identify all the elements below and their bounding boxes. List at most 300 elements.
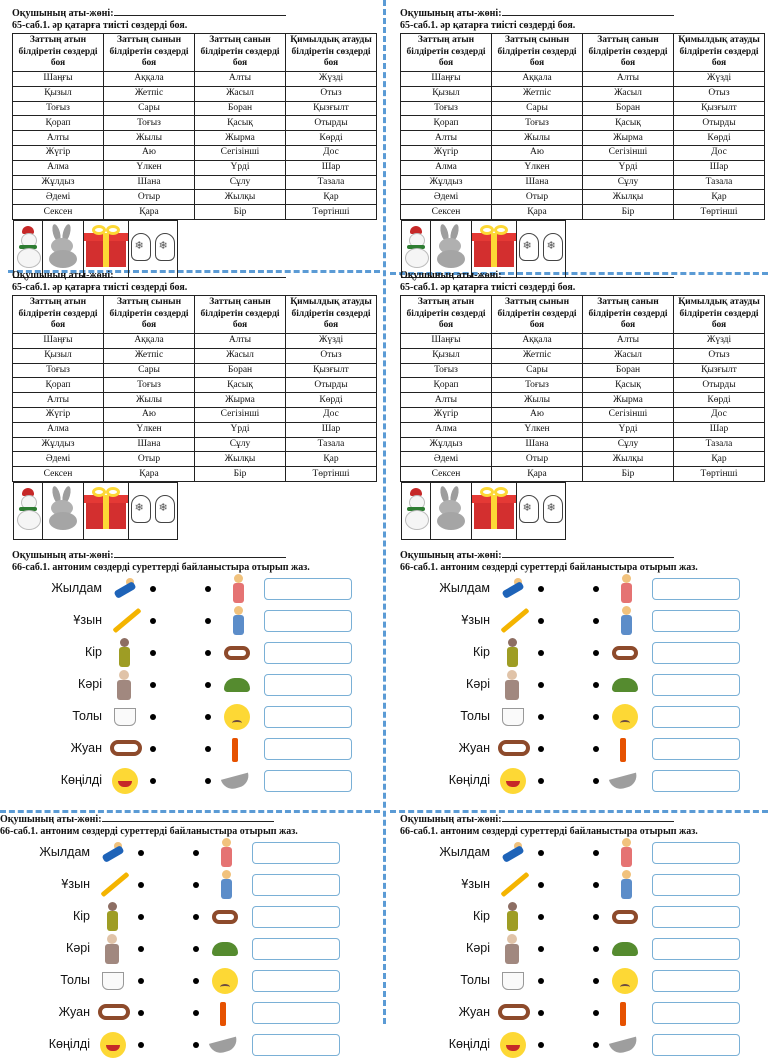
- answer-box[interactable]: [652, 842, 740, 864]
- word-cell[interactable]: Сексен: [13, 467, 104, 482]
- antonym-word: Көңілді: [60, 773, 102, 787]
- word-cell[interactable]: Дос: [286, 407, 377, 422]
- word-cell[interactable]: Аққала: [492, 72, 583, 87]
- word-cell[interactable]: Сексен: [13, 205, 104, 220]
- word-cell[interactable]: Жүгір: [13, 145, 104, 160]
- word-cell[interactable]: Тазала: [674, 175, 765, 190]
- word-cell[interactable]: Аққала: [104, 72, 195, 87]
- word-cell[interactable]: Әдемі: [401, 190, 492, 205]
- word-cell[interactable]: Аю: [104, 407, 195, 422]
- word-cell[interactable]: Сегізінші: [583, 407, 674, 422]
- word-cell[interactable]: Сары: [104, 363, 195, 378]
- word-cell[interactable]: Тазала: [674, 437, 765, 452]
- word-cell[interactable]: Қасық: [195, 116, 286, 131]
- word-cell[interactable]: Боран: [583, 363, 674, 378]
- word-cell[interactable]: Боран: [195, 363, 286, 378]
- column-header: Заттың сынын білдіретін сөздерді боя: [492, 296, 583, 334]
- word-cell[interactable]: Алты: [583, 72, 674, 87]
- connect-dot-right[interactable]: [193, 882, 199, 888]
- word-cell[interactable]: Отыр: [104, 452, 195, 467]
- word-cell[interactable]: Әдемі: [13, 452, 104, 467]
- word-cell[interactable]: Жетпіс: [492, 86, 583, 101]
- word-cell[interactable]: Сұлу: [583, 175, 674, 190]
- left-picture: [494, 1030, 532, 1060]
- word-cell[interactable]: Сары: [104, 101, 195, 116]
- word-cell[interactable]: Сары: [492, 363, 583, 378]
- answer-box[interactable]: [264, 738, 352, 760]
- answer-box[interactable]: [652, 738, 740, 760]
- word-cell[interactable]: Төртінші: [674, 467, 765, 482]
- right-picture: [608, 870, 640, 900]
- word-cell[interactable]: Жұлдыз: [13, 437, 104, 452]
- name-blank[interactable]: [502, 268, 674, 278]
- tall-boy-icon: [218, 870, 234, 900]
- table-row: [401, 422, 765, 437]
- belt-icon: [224, 646, 250, 660]
- word-cell[interactable]: Шар: [674, 422, 765, 437]
- word-cell[interactable]: Сексен: [401, 467, 492, 482]
- table-row: [13, 116, 377, 131]
- word-cell[interactable]: Отыз: [286, 86, 377, 101]
- answer-box[interactable]: [264, 610, 352, 632]
- connect-dot-left[interactable]: [138, 914, 144, 920]
- connect-dot-right[interactable]: [593, 882, 599, 888]
- right-picture: [608, 702, 640, 732]
- column-header: Заттың сынын білдіретін сөздерді боя: [492, 34, 583, 72]
- word-cell[interactable]: Сегізінші: [195, 407, 286, 422]
- connect-dot-left[interactable]: [538, 946, 544, 952]
- word-cell[interactable]: Сұлу: [583, 437, 674, 452]
- name-blank[interactable]: [502, 6, 674, 16]
- connect-dot-left[interactable]: [150, 650, 156, 656]
- word-cell[interactable]: Отырды: [286, 116, 377, 131]
- word-cell[interactable]: Қар: [674, 190, 765, 205]
- connect-dot-left[interactable]: [138, 1010, 144, 1016]
- word-cell[interactable]: Алты: [195, 72, 286, 87]
- antonym-word: Кәрі: [78, 677, 102, 691]
- word-cell[interactable]: Жасыл: [195, 86, 286, 101]
- word-cell[interactable]: Сексен: [401, 205, 492, 220]
- right-picture: [220, 766, 252, 796]
- column-header: Заттың атын білдіретін сөздерді боя: [13, 34, 104, 72]
- word-cell[interactable]: Қасық: [583, 116, 674, 131]
- answer-box[interactable]: [652, 706, 740, 728]
- word-cell[interactable]: Жүгір: [401, 145, 492, 160]
- answer-box[interactable]: [652, 674, 740, 696]
- word-cell[interactable]: Қызыл: [13, 86, 104, 101]
- answer-box[interactable]: [652, 906, 740, 928]
- word-cell[interactable]: Алма: [13, 160, 104, 175]
- connect-dot-right[interactable]: [593, 682, 599, 688]
- word-cell[interactable]: Дос: [286, 145, 377, 160]
- left-picture: [494, 702, 532, 732]
- pencil-icon: [100, 872, 129, 898]
- word-cell[interactable]: Тоғыз: [401, 363, 492, 378]
- word-cell[interactable]: Жасыл: [583, 348, 674, 363]
- word-cell[interactable]: Алты: [401, 131, 492, 146]
- word-cell[interactable]: Әдемі: [401, 452, 492, 467]
- answer-box[interactable]: [264, 578, 352, 600]
- name-blank[interactable]: [102, 812, 274, 822]
- word-cell[interactable]: Бір: [583, 467, 674, 482]
- connect-dot-right[interactable]: [593, 650, 599, 656]
- word-cell[interactable]: Жасыл: [195, 348, 286, 363]
- answer-box[interactable]: [652, 1034, 740, 1056]
- connect-dot-left[interactable]: [150, 746, 156, 752]
- word-cell[interactable]: Алма: [13, 422, 104, 437]
- word-cell[interactable]: Қызғылт: [286, 363, 377, 378]
- word-cell[interactable]: Тоғыз: [104, 116, 195, 131]
- connect-dot-right[interactable]: [205, 650, 211, 656]
- answer-box[interactable]: [652, 770, 740, 792]
- word-cell[interactable]: Қорап: [13, 116, 104, 131]
- connect-dot-right[interactable]: [593, 850, 599, 856]
- word-cell[interactable]: Әдемі: [13, 190, 104, 205]
- student-name-label: Оқушының аты-жөні:: [12, 550, 114, 561]
- word-cell[interactable]: Қар: [286, 452, 377, 467]
- connect-dot-right[interactable]: [593, 618, 599, 624]
- word-cell[interactable]: Жетпіс: [104, 86, 195, 101]
- rabbit-icon: [431, 224, 471, 268]
- antonym-row: [12, 734, 377, 766]
- column-header: Заттың санын білдіретін сөздерді боя: [583, 34, 674, 72]
- connect-dot-right[interactable]: [205, 586, 211, 592]
- word-cell[interactable]: Қызғылт: [674, 101, 765, 116]
- word-cell[interactable]: Алты: [583, 334, 674, 349]
- connect-dot-right[interactable]: [205, 778, 211, 784]
- name-blank[interactable]: [114, 6, 286, 16]
- word-cell[interactable]: Шана: [104, 175, 195, 190]
- word-cell[interactable]: Төртінші: [286, 205, 377, 220]
- word-cell[interactable]: Жұлдыз: [401, 175, 492, 190]
- connect-dot-right[interactable]: [593, 746, 599, 752]
- word-cell[interactable]: Отыр: [492, 452, 583, 467]
- connect-dot-right[interactable]: [593, 914, 599, 920]
- connect-dot-right[interactable]: [593, 1010, 599, 1016]
- worksheet-66: [400, 812, 772, 1051]
- right-picture: [208, 870, 240, 900]
- word-cell[interactable]: Сұлу: [195, 175, 286, 190]
- connect-dot-right[interactable]: [205, 746, 211, 752]
- word-cell[interactable]: Қызғылт: [286, 101, 377, 116]
- table-row: [401, 393, 765, 408]
- word-cell[interactable]: Үрді: [195, 422, 286, 437]
- connect-dot-left[interactable]: [538, 650, 544, 656]
- connect-dot-right[interactable]: [593, 978, 599, 984]
- word-cell[interactable]: Жылы: [492, 393, 583, 408]
- answer-box[interactable]: [652, 874, 740, 896]
- word-cell[interactable]: Отыз: [674, 86, 765, 101]
- connect-dot-left[interactable]: [538, 618, 544, 624]
- mittens-icon: [129, 491, 177, 525]
- connect-dot-left[interactable]: [538, 850, 544, 856]
- word-cell[interactable]: Боран: [195, 101, 286, 116]
- word-cell[interactable]: Төртінші: [674, 205, 765, 220]
- word-cell[interactable]: Қорап: [13, 378, 104, 393]
- connect-dot-left[interactable]: [538, 914, 544, 920]
- word-cell[interactable]: Үрді: [195, 160, 286, 175]
- connect-dot-left[interactable]: [138, 1042, 144, 1048]
- word-cell[interactable]: Қар: [286, 190, 377, 205]
- word-cell[interactable]: Үрді: [583, 422, 674, 437]
- answer-box[interactable]: [652, 970, 740, 992]
- left-picture: [94, 902, 132, 932]
- connect-dot-left[interactable]: [538, 882, 544, 888]
- connect-dot-left[interactable]: [538, 978, 544, 984]
- word-cell[interactable]: Отыр: [492, 190, 583, 205]
- connect-dot-right[interactable]: [193, 978, 199, 984]
- word-cell[interactable]: Қызғылт: [674, 363, 765, 378]
- tall-boy-icon: [618, 606, 634, 636]
- word-cell[interactable]: Шар: [286, 422, 377, 437]
- gift-icon: [472, 487, 516, 529]
- word-cell[interactable]: Жетпіс: [104, 348, 195, 363]
- connect-dot-right[interactable]: [593, 946, 599, 952]
- answer-box[interactable]: [252, 842, 340, 864]
- word-cell[interactable]: Сұлу: [195, 437, 286, 452]
- name-blank[interactable]: [114, 548, 286, 558]
- word-cell[interactable]: Қызыл: [13, 348, 104, 363]
- sad-face-icon: [612, 704, 638, 730]
- pencil-icon: [500, 872, 529, 898]
- name-blank[interactable]: [502, 548, 674, 558]
- connect-dot-left[interactable]: [138, 978, 144, 984]
- connect-dot-left[interactable]: [138, 946, 144, 952]
- word-cell[interactable]: Қорап: [401, 378, 492, 393]
- word-cell[interactable]: Тоғыз: [492, 116, 583, 131]
- right-picture: [608, 934, 640, 964]
- answer-box[interactable]: [652, 1002, 740, 1024]
- laughing-face-icon: [500, 1032, 526, 1058]
- connect-dot-left[interactable]: [150, 778, 156, 784]
- word-cell[interactable]: Жылы: [492, 131, 583, 146]
- connect-dot-right[interactable]: [193, 1010, 199, 1016]
- connect-dot-left[interactable]: [538, 1010, 544, 1016]
- word-cell[interactable]: Алты: [401, 393, 492, 408]
- word-cell[interactable]: Үлкен: [492, 160, 583, 175]
- word-cell[interactable]: Көрді: [286, 393, 377, 408]
- connect-dot-left[interactable]: [138, 882, 144, 888]
- word-cell[interactable]: Тоғыз: [401, 101, 492, 116]
- name-blank[interactable]: [502, 812, 674, 822]
- word-cell[interactable]: Қара: [104, 467, 195, 482]
- answer-box[interactable]: [252, 874, 340, 896]
- cup-icon: [502, 708, 524, 726]
- connect-dot-left[interactable]: [538, 586, 544, 592]
- word-cell[interactable]: Отырды: [674, 378, 765, 393]
- word-cell[interactable]: Отырды: [674, 116, 765, 131]
- word-cell[interactable]: Төртінші: [286, 467, 377, 482]
- name-blank[interactable]: [114, 268, 286, 278]
- word-cell[interactable]: Үлкен: [104, 422, 195, 437]
- answer-box[interactable]: [652, 938, 740, 960]
- left-picture: [94, 870, 132, 900]
- answer-box[interactable]: [252, 1002, 340, 1024]
- word-cell[interactable]: Үлкен: [492, 422, 583, 437]
- antonym-word: Толы: [460, 709, 490, 723]
- word-cell[interactable]: Жүзді: [286, 334, 377, 349]
- word-cell[interactable]: Көрді: [674, 393, 765, 408]
- word-cell[interactable]: Жүзді: [674, 72, 765, 87]
- word-cell[interactable]: Алты: [13, 393, 104, 408]
- connect-dot-right[interactable]: [205, 618, 211, 624]
- word-cell[interactable]: Жылы: [104, 393, 195, 408]
- word-cell[interactable]: Жетпіс: [492, 348, 583, 363]
- answer-box[interactable]: [652, 610, 740, 632]
- answer-box[interactable]: [264, 642, 352, 664]
- answer-box[interactable]: [652, 578, 740, 600]
- left-picture: [106, 606, 144, 636]
- snowman-cell: [401, 482, 430, 539]
- answer-box[interactable]: [252, 1034, 340, 1056]
- word-cell[interactable]: Шар: [286, 160, 377, 175]
- word-cell[interactable]: Аю: [104, 145, 195, 160]
- word-cell[interactable]: Алты: [13, 131, 104, 146]
- answer-box[interactable]: [264, 706, 352, 728]
- connect-dot-right[interactable]: [193, 914, 199, 920]
- word-cell[interactable]: Дос: [674, 145, 765, 160]
- word-cell[interactable]: Қызыл: [401, 348, 492, 363]
- table-row: [13, 86, 377, 101]
- connect-dot-right[interactable]: [205, 682, 211, 688]
- word-cell[interactable]: Жылқы: [195, 452, 286, 467]
- word-cell[interactable]: Жылқы: [583, 190, 674, 205]
- connect-dot-left[interactable]: [538, 778, 544, 784]
- word-cell[interactable]: Жырма: [195, 131, 286, 146]
- word-cell[interactable]: Сары: [492, 101, 583, 116]
- word-cell[interactable]: Тоғыз: [492, 378, 583, 393]
- word-cell[interactable]: Сегізінші: [583, 145, 674, 160]
- word-cell[interactable]: Тоғыз: [13, 101, 104, 116]
- word-cell[interactable]: Бір: [195, 205, 286, 220]
- word-cell[interactable]: Аю: [492, 407, 583, 422]
- connect-dot-right[interactable]: [193, 946, 199, 952]
- word-cell[interactable]: Алты: [195, 334, 286, 349]
- column-header: Заттың санын білдіретін сөздерді боя: [583, 296, 674, 334]
- word-cell[interactable]: Аю: [492, 145, 583, 160]
- word-cell[interactable]: Отырды: [286, 378, 377, 393]
- word-cell[interactable]: Жұлдыз: [13, 175, 104, 190]
- word-cell[interactable]: Қорап: [401, 116, 492, 131]
- answer-box[interactable]: [264, 674, 352, 696]
- answer-box[interactable]: [252, 970, 340, 992]
- word-cell[interactable]: Сегізінші: [195, 145, 286, 160]
- column-header: Заттың санын білдіретін сөздерді боя: [195, 34, 286, 72]
- word-cell[interactable]: Қар: [674, 452, 765, 467]
- word-cell[interactable]: Жылы: [104, 131, 195, 146]
- word-cell[interactable]: Жырма: [583, 131, 674, 146]
- word-cell[interactable]: Үлкен: [104, 160, 195, 175]
- word-cell[interactable]: Бір: [583, 205, 674, 220]
- word-cell[interactable]: Жылқы: [583, 452, 674, 467]
- student-name-label: Оқушының аты-жөні:: [400, 270, 502, 281]
- word-cell[interactable]: Көрді: [674, 131, 765, 146]
- word-cell[interactable]: Тазала: [286, 437, 377, 452]
- answer-box[interactable]: [252, 906, 340, 928]
- word-cell[interactable]: Боран: [583, 101, 674, 116]
- word-cell[interactable]: Қызыл: [401, 86, 492, 101]
- word-cell[interactable]: Көрді: [286, 131, 377, 146]
- word-cell[interactable]: Отыз: [286, 348, 377, 363]
- word-cell[interactable]: Қара: [492, 467, 583, 482]
- connect-dot-left[interactable]: [538, 746, 544, 752]
- word-cell[interactable]: Шана: [104, 437, 195, 452]
- connect-dot-right[interactable]: [193, 850, 199, 856]
- word-cell[interactable]: Шаңғы: [13, 72, 104, 87]
- word-cell[interactable]: Жүзді: [286, 72, 377, 87]
- connect-dot-right[interactable]: [593, 778, 599, 784]
- word-cell[interactable]: Жылқы: [195, 190, 286, 205]
- task-title: 66-саб.1. антоним сөздерді суреттерді байланыстыра отырып жаз.: [0, 826, 298, 837]
- connect-dot-left[interactable]: [150, 714, 156, 720]
- antonym-row: [400, 574, 765, 606]
- connect-dot-left[interactable]: [150, 618, 156, 624]
- word-cell[interactable]: Шаңғы: [401, 72, 492, 87]
- word-cell[interactable]: Тоғыз: [104, 378, 195, 393]
- word-cell[interactable]: Шаңғы: [13, 334, 104, 349]
- answer-box[interactable]: [252, 938, 340, 960]
- connect-dot-left[interactable]: [138, 850, 144, 856]
- word-cell[interactable]: Шар: [674, 160, 765, 175]
- word-cell[interactable]: Жүгір: [401, 407, 492, 422]
- word-cell[interactable]: Қасық: [195, 378, 286, 393]
- word-cell[interactable]: Қасық: [583, 378, 674, 393]
- word-cell[interactable]: Шаңғы: [401, 334, 492, 349]
- word-cell[interactable]: Жүзді: [674, 334, 765, 349]
- word-cell[interactable]: Тазала: [286, 175, 377, 190]
- word-cell[interactable]: Жүгір: [13, 407, 104, 422]
- word-cell[interactable]: Бір: [195, 467, 286, 482]
- word-cell[interactable]: Тоғыз: [13, 363, 104, 378]
- word-cell[interactable]: Жырма: [583, 393, 674, 408]
- word-cell[interactable]: Отыр: [104, 190, 195, 205]
- word-cell[interactable]: Жасыл: [583, 86, 674, 101]
- connect-dot-left[interactable]: [538, 682, 544, 688]
- word-cell[interactable]: Шана: [492, 175, 583, 190]
- connect-dot-left[interactable]: [538, 1042, 544, 1048]
- connect-dot-right[interactable]: [193, 1042, 199, 1048]
- word-cell[interactable]: Шана: [492, 437, 583, 452]
- word-cell[interactable]: Аққала: [104, 334, 195, 349]
- answer-box[interactable]: [652, 642, 740, 664]
- table-row: [13, 131, 377, 146]
- word-cell[interactable]: Дос: [674, 407, 765, 422]
- word-cell[interactable]: Отыз: [674, 348, 765, 363]
- connect-dot-right[interactable]: [593, 1042, 599, 1048]
- connect-dot-right[interactable]: [593, 586, 599, 592]
- word-cell[interactable]: Аққала: [492, 334, 583, 349]
- connect-dot-left[interactable]: [538, 714, 544, 720]
- connect-dot-right[interactable]: [593, 714, 599, 720]
- left-picture: [494, 574, 532, 604]
- word-cell[interactable]: Қара: [492, 205, 583, 220]
- mittens-cell: [516, 482, 565, 539]
- table-row: [401, 378, 765, 393]
- word-cell[interactable]: Алма: [401, 160, 492, 175]
- word-cell[interactable]: Қара: [104, 205, 195, 220]
- connect-dot-left[interactable]: [150, 682, 156, 688]
- answer-box[interactable]: [264, 770, 352, 792]
- word-cell[interactable]: Жұлдыз: [401, 437, 492, 452]
- antonym-row: [400, 998, 765, 1030]
- word-cell[interactable]: Жырма: [195, 393, 286, 408]
- snowman-icon: [14, 488, 42, 528]
- connect-dot-left[interactable]: [150, 586, 156, 592]
- word-cell[interactable]: Үрді: [583, 160, 674, 175]
- word-cell[interactable]: Алма: [401, 422, 492, 437]
- left-picture: [106, 638, 144, 668]
- connect-dot-right[interactable]: [205, 714, 211, 720]
